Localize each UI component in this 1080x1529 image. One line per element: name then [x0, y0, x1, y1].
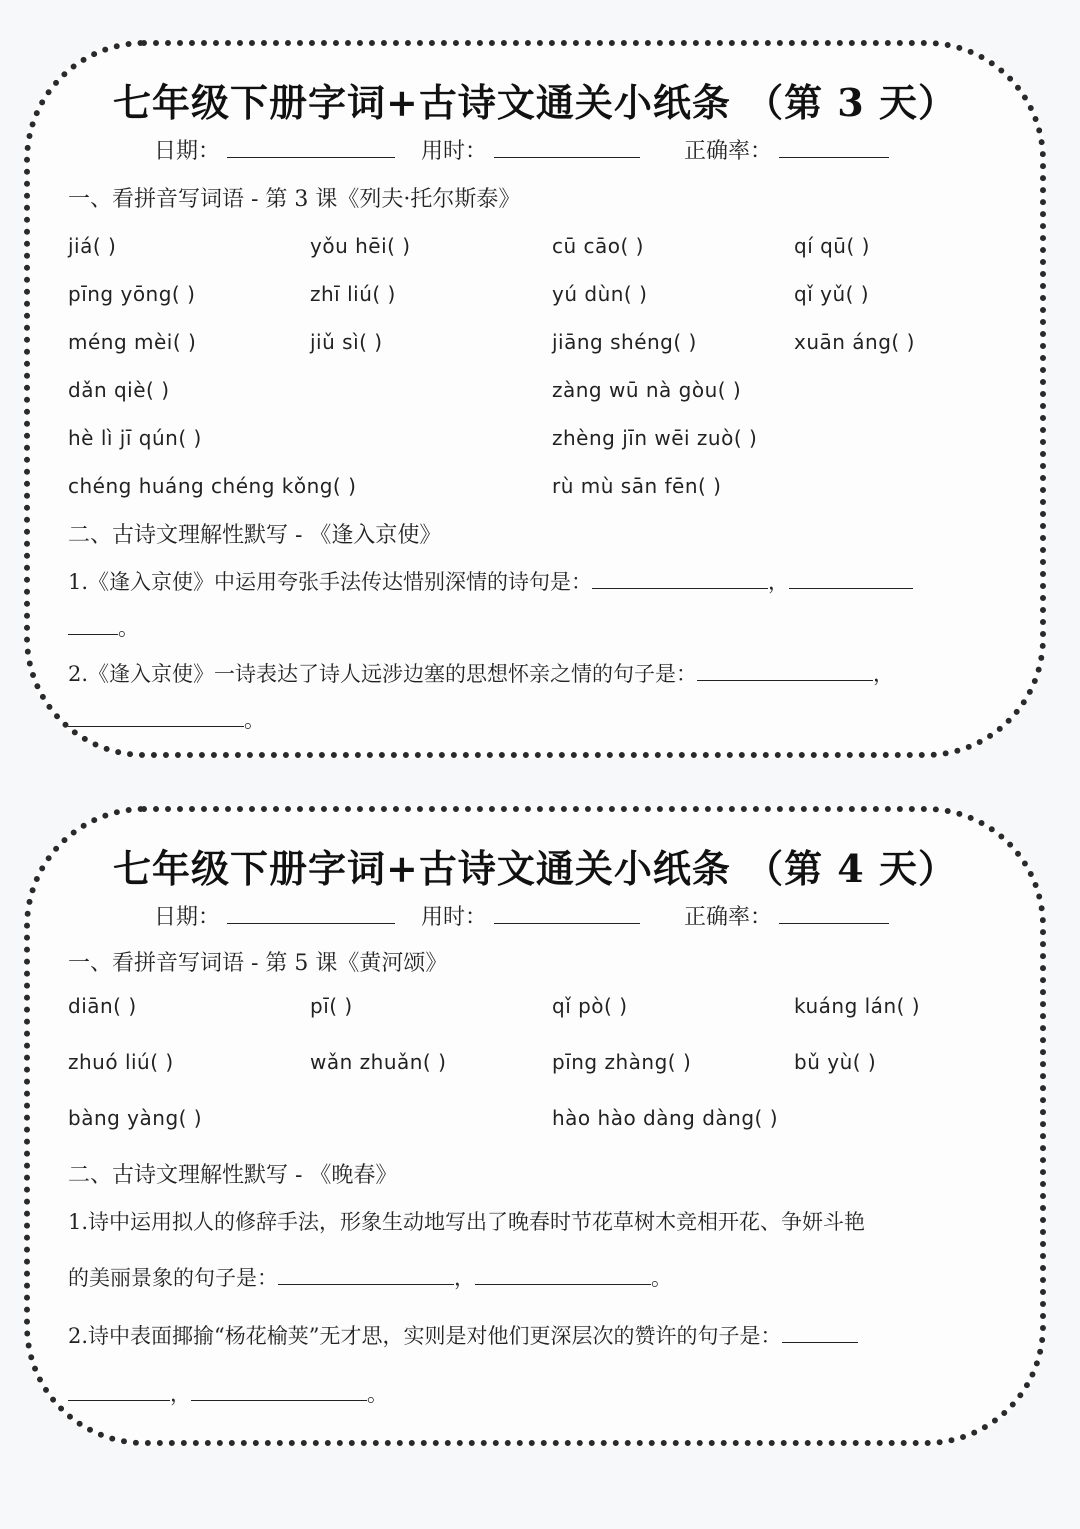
section-poem-title: 二、古诗文理解性默写 - 《逢入京使》 — [68, 523, 442, 548]
pinyin-item[interactable]: zhī liú( ) — [310, 282, 396, 306]
answer-blank[interactable] — [68, 708, 244, 727]
section-pinyin-title: 一、看拼音写词语 - 第 3 课《列夫·托尔斯泰》 — [68, 187, 521, 212]
pinyin-item[interactable]: méng mèi( ) — [68, 330, 197, 354]
question-2 — [68, 1320, 858, 1350]
answer-blank[interactable] — [697, 662, 873, 681]
comma: ， — [768, 570, 790, 594]
time-label: 用时： — [421, 139, 488, 164]
period: 。 — [118, 616, 139, 640]
period: 。 — [651, 1266, 672, 1290]
question-1 — [68, 1206, 865, 1236]
pinyin-item[interactable]: zhèng jīn wēi zuò( ) — [552, 426, 758, 450]
section-poem-title: 二、古诗文理解性默写 - 《晚春》 — [68, 1163, 398, 1188]
question-text: 1.《逢入京使》中运用夸张手法传达惜别深情的诗句是： — [68, 570, 593, 594]
pinyin-item[interactable]: jiǔ sì( ) — [310, 330, 383, 354]
worksheet-card-day3 — [24, 40, 1046, 758]
question-text: 1.诗中运用拟人的修辞手法，形象生动地写出了晚春时节花草树木竞相开花、争妍斗艳 — [68, 1210, 866, 1234]
section-pinyin-title: 一、看拼音写词语 - 第 5 课《黄河颂》 — [68, 951, 448, 976]
answer-blank[interactable] — [789, 570, 913, 589]
answer-blank[interactable] — [191, 1382, 367, 1401]
pinyin-item[interactable]: chéng huáng chéng kǒng( ) — [68, 474, 357, 498]
period: 。 — [367, 1382, 388, 1406]
meta-row — [154, 900, 889, 931]
pinyin-item[interactable]: rù mù sān fēn( ) — [552, 474, 722, 498]
pinyin-item[interactable]: qǐ yǔ( ) — [794, 282, 870, 306]
question-text: 2.诗中表面揶揄“杨花榆荚”无才思，实则是对他们更深层次的赞许的句子是： — [68, 1324, 782, 1348]
answer-blank[interactable] — [68, 616, 118, 635]
question-text: 2.《逢入京使》一诗表达了诗人远涉边塞的思想怀亲之情的句子是： — [68, 662, 698, 686]
pinyin-item[interactable]: bǔ yù( ) — [794, 1050, 877, 1074]
comma: ， — [873, 662, 895, 686]
date-field[interactable] — [227, 905, 395, 924]
pinyin-item[interactable]: pīng yōng( ) — [68, 282, 196, 306]
answer-blank[interactable] — [475, 1266, 651, 1285]
accuracy-label: 正确率： — [684, 139, 773, 164]
pinyin-item[interactable]: bàng yàng( ) — [68, 1106, 203, 1130]
pinyin-item[interactable]: cū cāo( ) — [552, 234, 644, 258]
time-field[interactable] — [494, 139, 640, 158]
pinyin-item[interactable]: dǎn qiè( ) — [68, 378, 170, 402]
answer-blank[interactable] — [782, 1324, 858, 1343]
pinyin-item[interactable]: diān( ) — [68, 994, 137, 1018]
question-2 — [68, 658, 894, 688]
card-title: 七年级下册字词+古诗文通关小纸条 （第 3 天） — [113, 80, 957, 125]
date-label: 日期： — [154, 139, 221, 164]
pinyin-item[interactable]: pīng zhàng( ) — [552, 1050, 692, 1074]
pinyin-item[interactable]: jiāng shéng( ) — [552, 330, 697, 354]
pinyin-item[interactable]: qí qū( ) — [794, 234, 870, 258]
answer-blank[interactable] — [592, 570, 768, 589]
pinyin-item[interactable]: hào hào dàng dàng( ) — [552, 1106, 779, 1130]
pinyin-item[interactable]: zhuó liú( ) — [68, 1050, 174, 1074]
pinyin-item[interactable]: wǎn zhuǎn( ) — [310, 1050, 447, 1074]
question-text: 的美丽景象的句子是： — [68, 1266, 278, 1290]
period: 。 — [244, 708, 265, 732]
question-2-continued — [68, 1378, 388, 1408]
accuracy-label: 正确率： — [684, 905, 773, 930]
question-1-continued — [68, 612, 139, 642]
pinyin-item[interactable]: yǒu hēi( ) — [310, 234, 411, 258]
answer-blank[interactable] — [278, 1266, 454, 1285]
accuracy-field[interactable] — [779, 139, 889, 158]
question-2-continued — [68, 704, 265, 734]
worksheet-card-day4 — [24, 806, 1046, 1446]
date-field[interactable] — [227, 139, 395, 158]
time-label: 用时： — [421, 905, 488, 930]
meta-row — [154, 134, 889, 165]
pinyin-item[interactable]: kuáng lán( ) — [794, 994, 921, 1018]
card-title: 七年级下册字词+古诗文通关小纸条 （第 4 天） — [113, 846, 957, 891]
question-1 — [68, 566, 913, 596]
accuracy-field[interactable] — [779, 905, 889, 924]
pinyin-item[interactable]: zàng wū nà gòu( ) — [552, 378, 742, 402]
pinyin-item[interactable]: qǐ pò( ) — [552, 994, 628, 1018]
pinyin-item[interactable]: hè lì jī qún( ) — [68, 426, 202, 450]
pinyin-item[interactable]: yú dùn( ) — [552, 282, 648, 306]
pinyin-item[interactable]: jiá( ) — [68, 234, 117, 258]
comma: ， — [170, 1382, 191, 1406]
time-field[interactable] — [494, 905, 640, 924]
date-label: 日期： — [154, 905, 221, 930]
answer-blank[interactable] — [68, 1382, 170, 1401]
pinyin-item[interactable]: pī( ) — [310, 994, 353, 1018]
comma: ， — [454, 1266, 475, 1290]
question-1-continued — [68, 1262, 672, 1292]
pinyin-item[interactable]: xuān áng( ) — [794, 330, 915, 354]
